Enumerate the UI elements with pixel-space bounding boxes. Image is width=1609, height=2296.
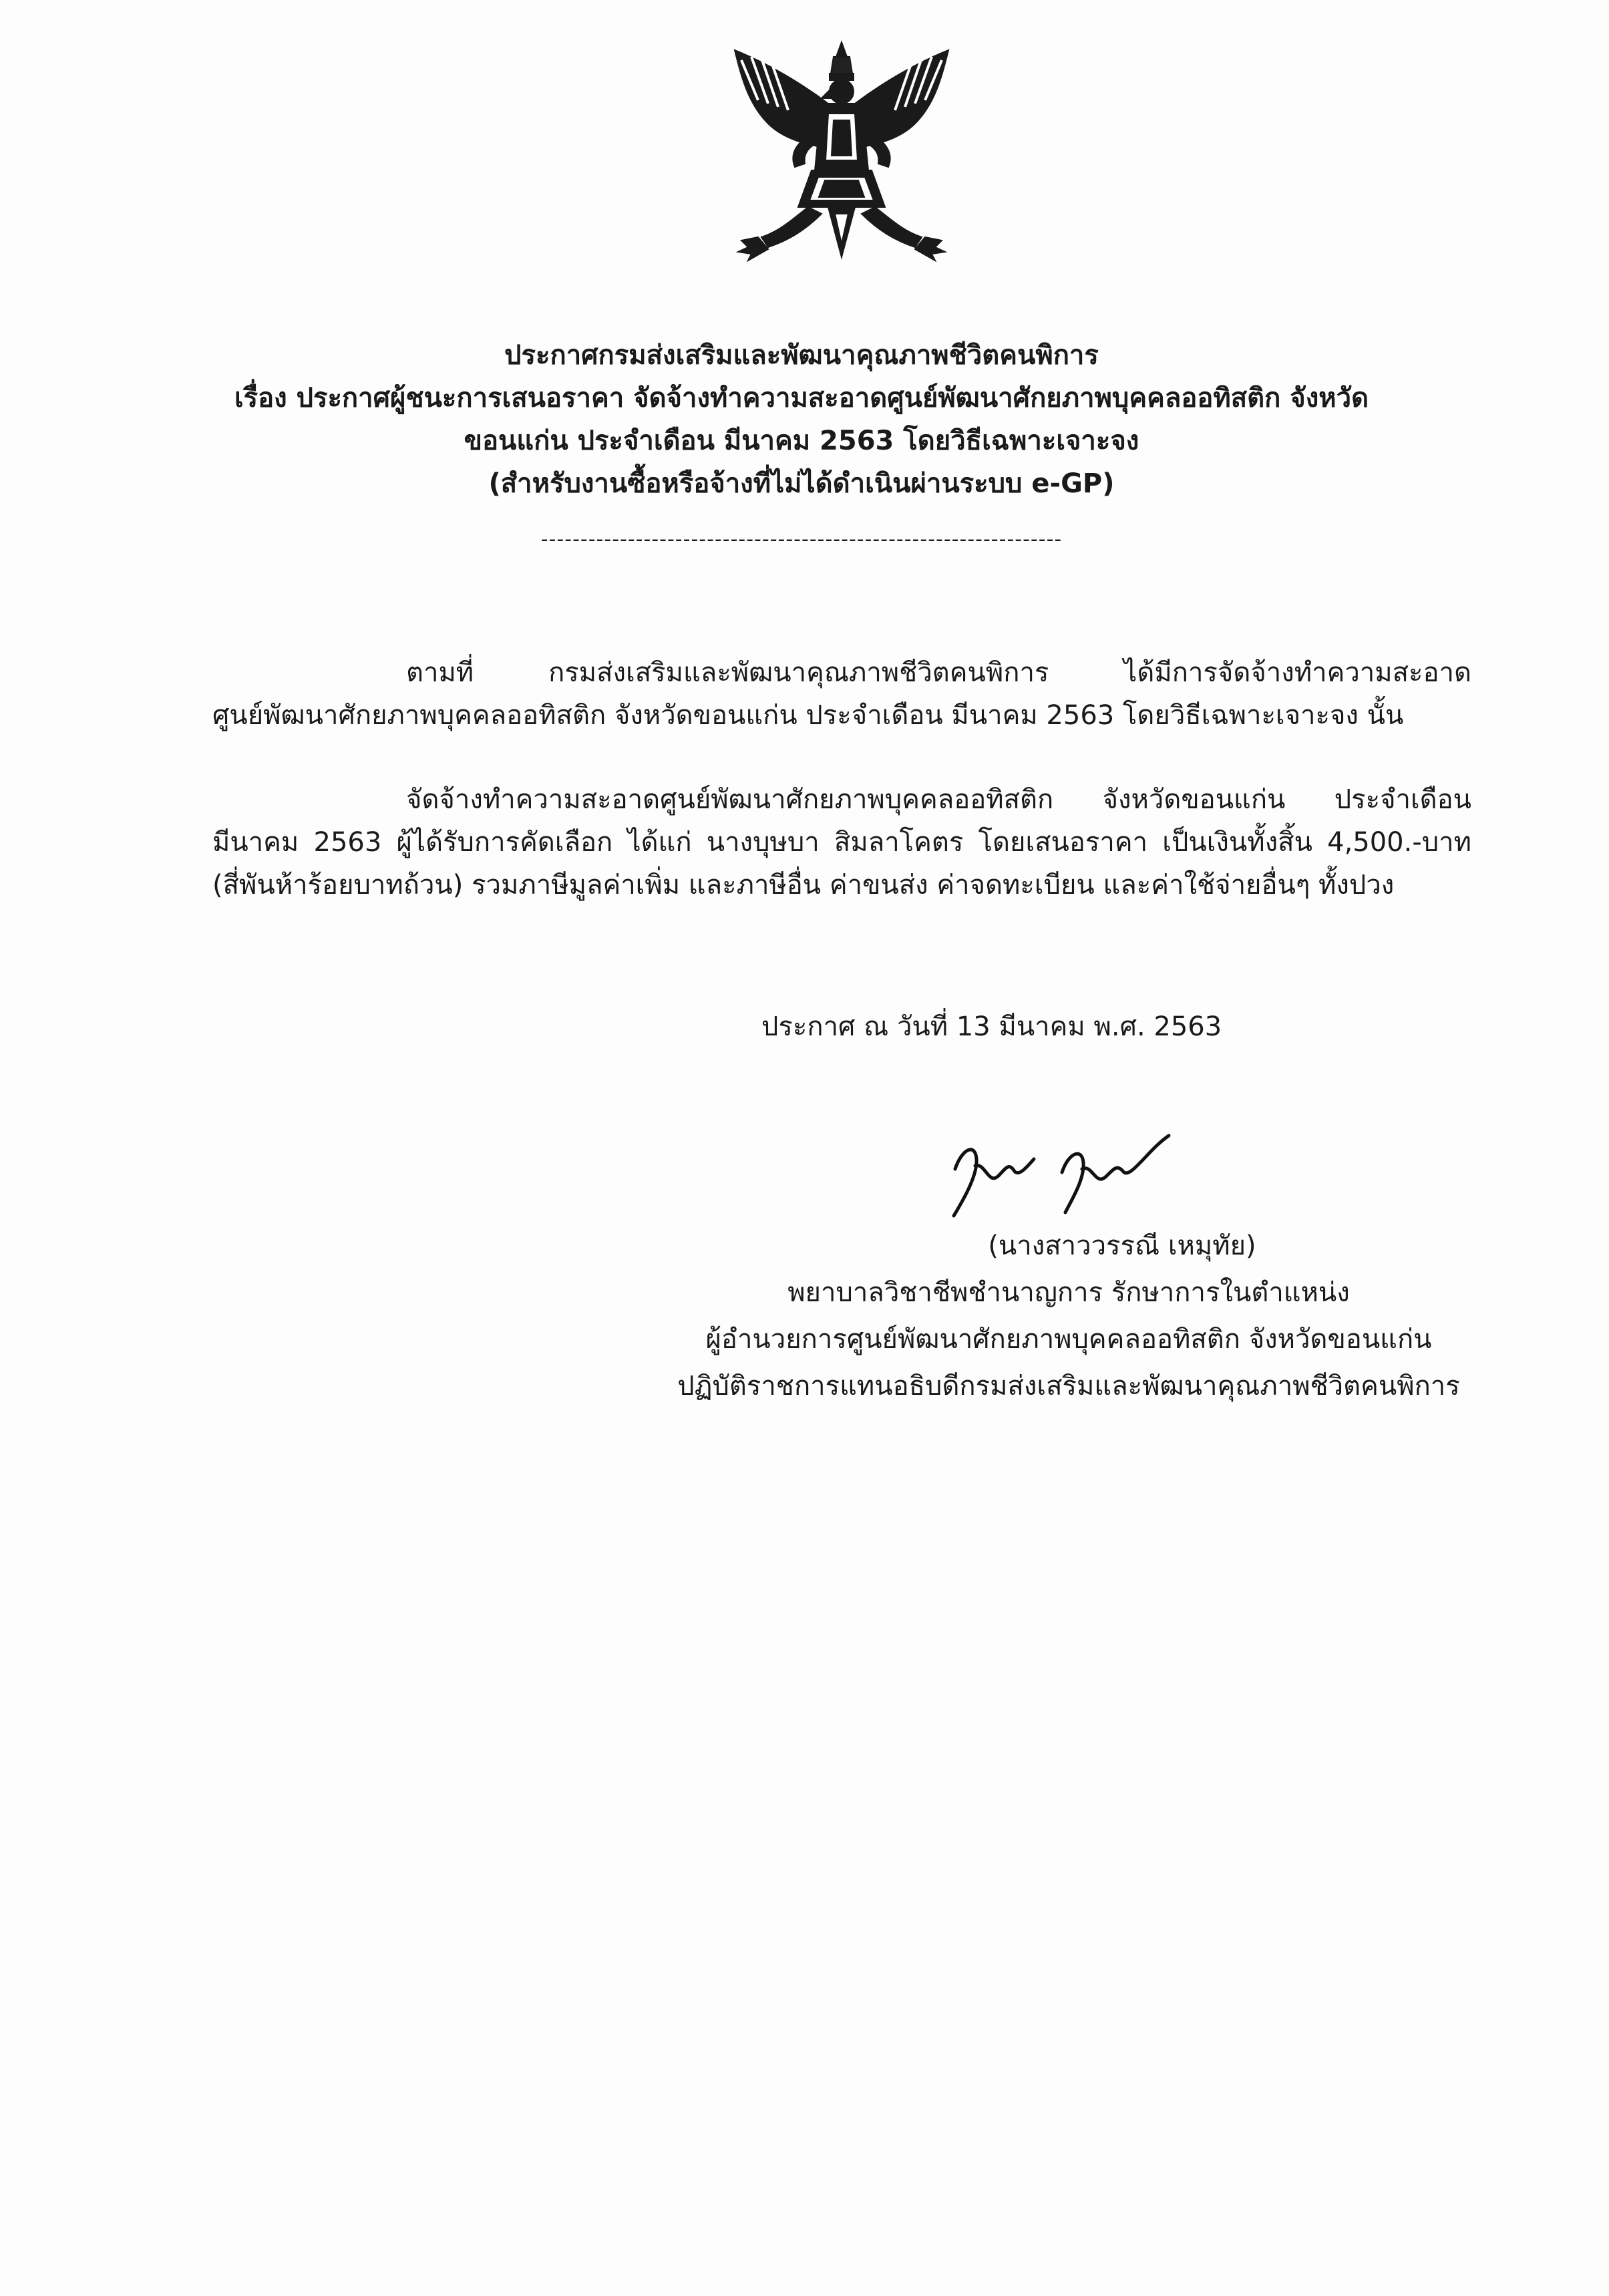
paragraph-line: (สี่พันห้าร้อยบาทถ้วน) รวมภาษีมูลค่าเพิ่ม และภาษีอื่น ค่าขนส่ง ค่าจดทะเบียน และค่าใช้จ่ายอื่นๆ ทั้งปวง bbox=[212, 870, 1395, 900]
paragraph-line: ตามที่ กรมส่งเสริมและพัฒนาคุณภาพชีวิตคนพิการ ได้มีการจัดจ้างทำความสะอาด bbox=[406, 657, 1471, 688]
garuda-emblem-icon bbox=[721, 37, 962, 277]
signatory-block bbox=[601, 1222, 1536, 1410]
divider: ------------------------------------------------------------------ bbox=[540, 528, 1063, 551]
signatory-position: ผู้อำนวยการศูนย์พัฒนาศักยภาพบุคคลออทิสติก จังหวัดขอนแก่น bbox=[705, 1324, 1432, 1355]
handwritten-signature bbox=[935, 1122, 1176, 1222]
paragraph-intro bbox=[212, 651, 1471, 737]
paragraph-line: จัดจ้างทำความสะอาดศูนย์พัฒนาศักยภาพบุคคลออทิสติก จังหวัดขอนแก่น ประจำเดือน bbox=[406, 784, 1471, 815]
title-line: ประกาศกรมส่งเสริมและพัฒนาคุณภาพชีวิตคนพิการ bbox=[504, 340, 1099, 371]
title-line: ขอนแก่น ประจำเดือน มีนาคม 2563 โดยวิธีเฉพาะเจาะจง bbox=[464, 426, 1139, 456]
announcement-title bbox=[134, 334, 1469, 561]
paragraph-line: ศูนย์พัฒนาศักยภาพบุคคลออทิสติก จังหวัดขอนแก่น ประจำเดือน มีนาคม 2563 โดยวิธีเฉพาะเจาะจง นั้น bbox=[212, 700, 1404, 731]
paragraph-award bbox=[212, 778, 1471, 907]
signatory-position: ปฏิบัติราชการแทนอธิบดีกรมส่งเสริมและพัฒนาคุณภาพชีวิตคนพิการ bbox=[677, 1371, 1460, 1402]
title-line: (สำหรับงานซื้อหรือจ้างที่ไม่ได้ดำเนินผ่านระบบ e-GP) bbox=[488, 468, 1115, 499]
signatory-position: พยาบาลวิชาชีพชำนาญการ รักษาการในตำแหน่ง bbox=[787, 1277, 1350, 1308]
paragraph-line: มีนาคม 2563 ผู้ได้รับการคัดเลือก ได้แก่ นางบุษบา สิมลาโคตร โดยเสนอราคา เป็นเงินทั้งสิ้น 4,500.-บาท bbox=[212, 827, 1471, 858]
signatory-name: (นางสาววรรณี เหมุทัย) bbox=[988, 1231, 1256, 1261]
announcement-date: ประกาศ ณ วันที่ 13 มีนาคม พ.ศ. 2563 bbox=[761, 1011, 1222, 1042]
title-line: เรื่อง ประกาศผู้ชนะการเสนอราคา จัดจ้างทำความสะอาดศูนย์พัฒนาศักยภาพบุคคลออทิสติก จังหวัด bbox=[234, 383, 1369, 414]
